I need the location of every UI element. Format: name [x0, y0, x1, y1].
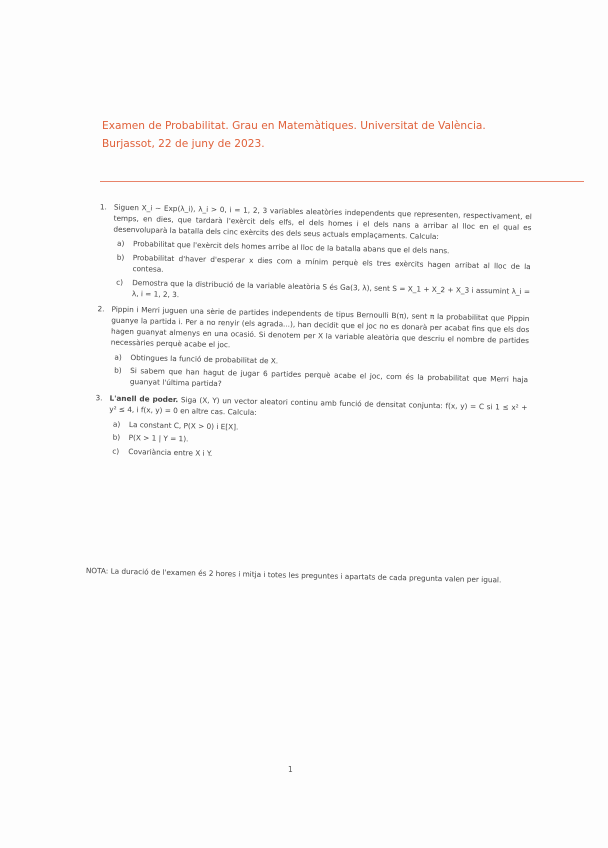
question-number: 1. — [99, 202, 107, 212]
question-number: 2. — [97, 304, 105, 314]
part-label: a) — [112, 419, 121, 429]
exam-note: NOTA: La duració de l'examen és 2 hores i mitja i totes les preguntes i apartats de cada pregunta valen per igual. — [85, 566, 502, 585]
part-text: P(X > 1 | Y = 1). — [128, 433, 189, 444]
part-text: Covariància entre X i Y. — [128, 447, 213, 459]
question-3 — [80, 393, 527, 467]
question-text: Siguen X_i ∼ Exp(λ_i), λ_i > 0, i = 1, 2, 3 variables aleatòries independents que representen, respectivament, el temps, en dies, que tardarà l'exèrcit dels elfs, el dels homes i el dels nans a arribar al lloc en el qual es desenvoluparà la batalla dels cinc exèrcits des dels seus actuals emplaçaments. Calcula: — [113, 202, 532, 241]
question-text: Pippin i Merri juguen una sèrie de partides independents de tipus Bernoulli B(π), sent π la probabilitat que Pippin guanye la partida i. Per a no renyir (els agrada...), han decidit que el joc no es donarà per acabat fins que els dos hagen guanyat almenys en una ocasió. Si denotem per X la variable aleatòria que descriu el nombre de partides necessàries perquè acabe el joc. — [110, 304, 530, 350]
part-label: c) — [112, 446, 120, 456]
part-label: a) — [114, 352, 122, 362]
part-text: Obtingues la funció de probabilitat de X. — [130, 352, 279, 365]
part-text: La constant C, P(X > 0) i E[X]. — [128, 419, 239, 432]
part-label: a) — [116, 239, 125, 249]
question-1 — [84, 202, 532, 308]
question-intro: Siga (X, Y) un vector aleatori continu amb funció de densitat conjunta: f(x, y) = C si 1 ≤ x² + y² ≤ 4, i f(x, y) = 0 en altre cas. Calcula: — [109, 395, 528, 417]
header-title: Examen de Probabilitat. Grau en Matemàtiques. Universitat de València. — [102, 120, 486, 132]
part-label: b) — [116, 252, 125, 263]
part-text: Probabilitat que l'exèrcit dels homes arribe al lloc de la batalla abans que el dels nans. — [132, 239, 450, 256]
page-number: 1 — [288, 765, 293, 774]
part-text: Si sabem que han hagut de jugar 6 partides perquè acabe el joc, com és la probabilitat que Merri haja guanyat l'última partida? — [129, 366, 529, 389]
question-number: 3. — [95, 393, 103, 403]
part-text: Probabilitat d'haver d'esperar x dies com a mínim perquè els tres exèrcits hagen arribat al lloc de la contesa. — [132, 253, 531, 274]
part-label: c) — [116, 277, 124, 287]
part-label: b) — [114, 366, 122, 376]
questions-list — [80, 202, 532, 473]
header-divider — [100, 181, 584, 182]
question-title: L'anell de poder. — [109, 393, 179, 405]
header-date: Burjassot, 22 de juny de 2023. — [102, 138, 265, 150]
exam-header — [102, 117, 582, 153]
question-2 — [82, 304, 530, 397]
part-label: b) — [112, 433, 121, 443]
part-text: Demostra que la distribució de la variable aleatòria S és Ga(3, λ), sent S = X_1 + X_2 + X_3 i assumint λ_i = λ, i = 1, 2, 3. — [131, 277, 531, 299]
